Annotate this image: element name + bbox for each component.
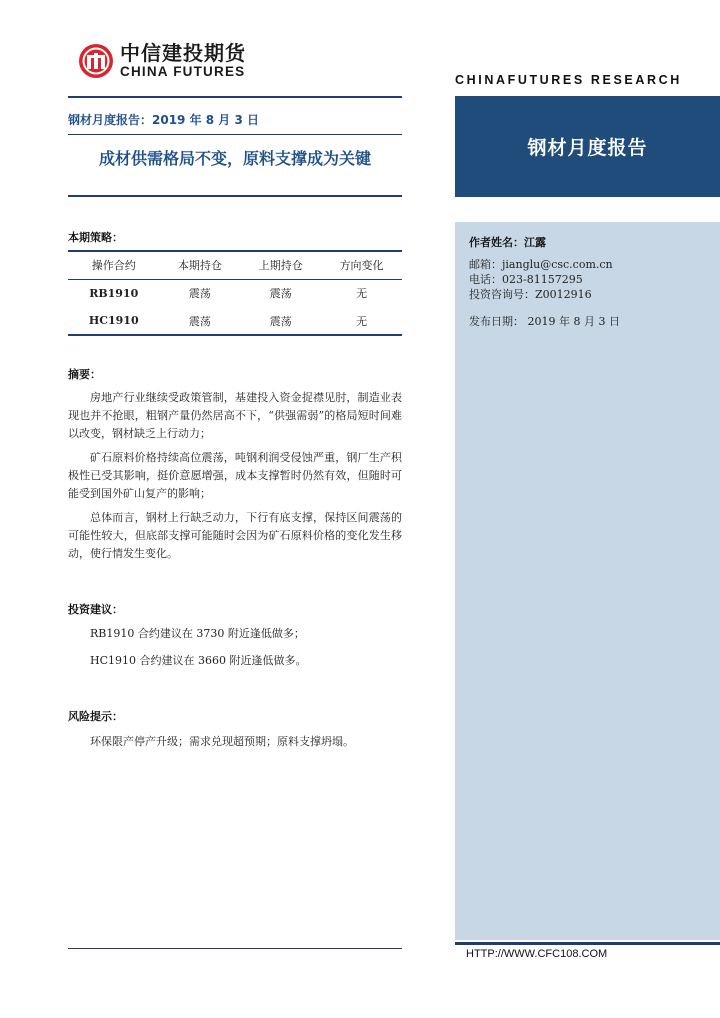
advice-heading: 投资建议：: [68, 603, 123, 616]
citic-logo-icon: [78, 43, 114, 79]
date-rule: [68, 134, 402, 135]
author-sidebar: [455, 222, 720, 940]
table-header-row: [68, 251, 402, 279]
column-header: 方向变化: [321, 251, 402, 279]
column-header: 本期持仓: [159, 251, 240, 279]
table-cell: 无: [321, 307, 402, 335]
table-row: [68, 307, 402, 335]
risk-text: 环保限产停产升级；需求兑现超预期；原料支撑坍塌。: [90, 735, 354, 748]
table-cell: 震荡: [240, 307, 321, 335]
table-cell: 震荡: [269, 287, 292, 301]
title-rule: [68, 195, 402, 197]
advice-line: HC1910 合约建议在 3660 附近逢低做多。: [90, 654, 307, 667]
company-logo: [78, 42, 246, 79]
footer-rule: [68, 948, 402, 949]
research-label: CHINAFUTURES RESEARCH: [455, 73, 682, 87]
author-license: 投资咨询号：Z0012916: [469, 288, 592, 301]
banner-text: 钢材月度报告: [527, 137, 648, 159]
report-type-banner: [455, 96, 720, 197]
footer-bar: [455, 942, 720, 945]
summary-paragraph: 总体而言，钢材上行缺乏动力，下行有底支撑，保持区间震荡的可能性较大，但底部支撑可能随时会因为矿石原料价格的变化发生移动，使行情发生变化。: [68, 511, 402, 560]
table-cell: 无: [356, 287, 368, 301]
table-cell: 震荡: [159, 307, 240, 335]
report-date-line: 钢材月度报告：2019 年 8 月 3 日: [68, 113, 259, 127]
summary-paragraph: 房地产行业继续受政策管制，基建投入资金捉襟见肘，制造业表现也并不抢眼，粗钢产量仍然居高不下，“供强需弱”的格局短时间难以改变，钢材缺乏上行动力；: [68, 391, 402, 440]
strategy-heading: 本期策略：: [68, 231, 123, 244]
advice-line: RB1910 合约建议在 3730 附近逢低做多；: [90, 627, 305, 640]
report-title: 成材供需格局不变，原料支撑成为关键: [98, 149, 371, 168]
column-header: 上期持仓: [240, 251, 321, 279]
footer-url: HTTP://WWW.CFC108.COM: [466, 948, 608, 960]
summary-paragraph: 矿石原料价格持续高位震荡，吨钢利润受侵蚀严重，钢厂生产积极性已受其影响，挺价意愿增强，成本支撑暂时仍然有效，但随时可能受到国外矿山复产的影响；: [68, 451, 402, 500]
author-name: 作者姓名：江露: [469, 236, 546, 249]
publish-date: 发布日期： 2019 年 8 月 3 日: [469, 315, 620, 328]
author-email: 邮箱：jianglu@csc.com.cn: [469, 258, 613, 271]
logo-chinese-name: 中信建投期货: [120, 41, 246, 65]
table-row: [68, 279, 402, 307]
logo-english-name: CHINA FUTURES: [120, 64, 246, 79]
table-cell: HC1910: [68, 307, 159, 335]
table-cell: 震荡: [188, 287, 211, 301]
column-header: 操作合约: [68, 251, 159, 279]
summary-heading: 摘要：: [68, 368, 101, 381]
risk-heading: 风险提示：: [68, 710, 123, 723]
table-cell: RB1910: [89, 286, 139, 300]
top-rule: [68, 96, 402, 98]
author-phone: 电话：023-81157295: [469, 273, 583, 286]
strategy-table: [68, 250, 402, 336]
